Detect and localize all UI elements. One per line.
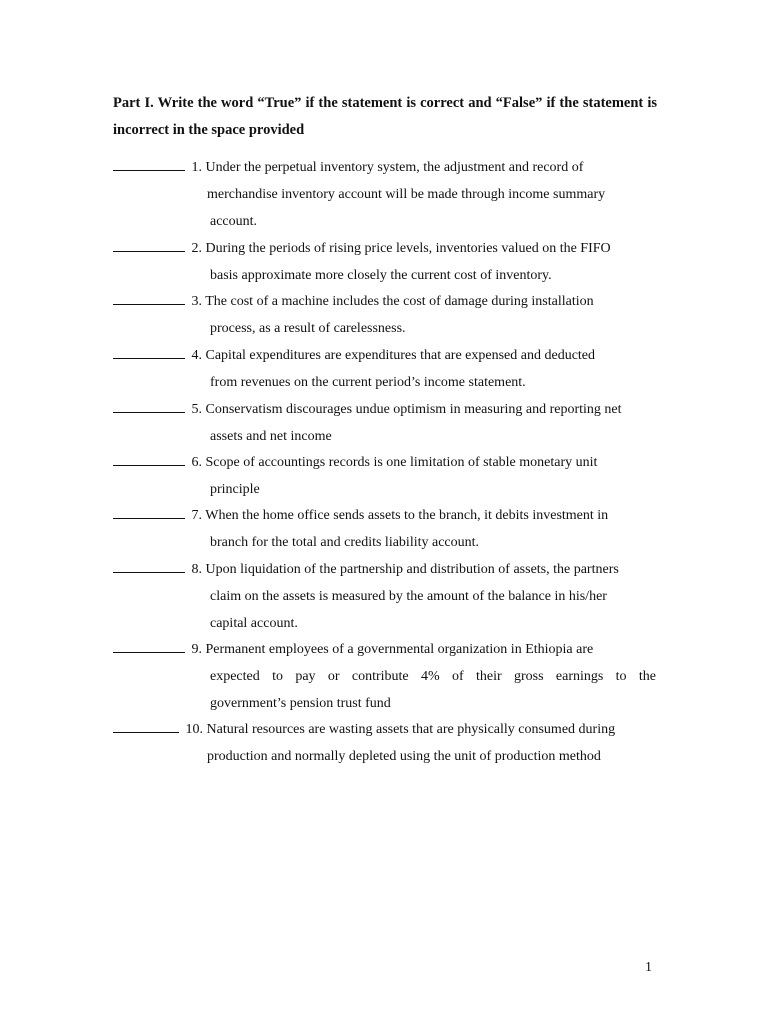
question-number: 3.	[191, 294, 202, 309]
question-number: 10.	[185, 722, 203, 737]
question-4	[113, 342, 673, 396]
answer-blank[interactable]	[113, 398, 185, 413]
question-text: Upon liquidation of the partnership and distribution of assets, the partners	[205, 562, 619, 577]
question-number: 8.	[191, 562, 202, 577]
question-6	[113, 449, 673, 503]
question-text-cont: capital account.	[210, 616, 298, 631]
question-text-cont: account.	[210, 214, 258, 229]
question-text-cont: claim on the assets is measured by the amount of the balance in his/her	[210, 589, 607, 604]
question-number: 4.	[191, 348, 202, 363]
question-text: Permanent employees of a governmental organization in Ethiopia are	[205, 642, 594, 657]
question-text-cont: process, as a result of carelessness.	[210, 321, 406, 336]
answer-blank[interactable]	[113, 638, 185, 653]
answer-blank[interactable]	[113, 290, 185, 305]
question-text: Under the perpetual inventory system, the adjustment and record of	[205, 160, 584, 175]
question-text: Conservatism discourages undue optimism in measuring and reporting net	[205, 402, 622, 417]
question-9	[113, 636, 673, 717]
question-5	[113, 396, 673, 450]
question-number: 7.	[191, 508, 202, 523]
question-number: 6.	[191, 455, 202, 470]
question-10	[113, 716, 673, 770]
answer-blank[interactable]	[113, 156, 185, 171]
question-text-cont: expected to pay or contribute 4% of their gross earnings to the	[210, 669, 656, 684]
question-2	[113, 235, 673, 289]
answer-blank[interactable]	[113, 558, 185, 573]
question-text: The cost of a machine includes the cost of damage during installation	[205, 294, 594, 309]
question-number: 9.	[191, 642, 202, 657]
answer-blank[interactable]	[113, 237, 185, 252]
question-number: 2.	[191, 241, 202, 256]
answer-blank[interactable]	[113, 344, 185, 359]
question-text-cont: branch for the total and credits liability account.	[210, 535, 480, 550]
question-text-cont: basis approximate more closely the current cost of inventory.	[210, 268, 552, 283]
question-text: Capital expenditures are expenditures that are expensed and deducted	[205, 348, 596, 363]
question-text-cont: assets and net income	[210, 429, 332, 444]
question-text: Natural resources are wasting assets that are physically consumed during	[206, 722, 616, 737]
page-number: 1	[645, 960, 652, 975]
question-7	[113, 502, 673, 556]
question-text: When the home office sends assets to the branch, it debits investment in	[205, 508, 609, 523]
question-text-cont: from revenues on the current period’s income statement.	[210, 375, 526, 390]
question-text-cont: principle	[210, 482, 260, 497]
question-text-cont: government’s pension trust fund	[210, 696, 391, 711]
question-8	[113, 556, 673, 637]
question-3	[113, 288, 673, 342]
part-heading: Part I. Write the word “True” if the statement is correct and “False” if the statement is incorrect in the space provided	[113, 95, 657, 138]
question-text-cont: production and normally depleted using the unit of production method	[207, 749, 601, 764]
question-1	[113, 154, 673, 235]
question-number: 1.	[191, 160, 202, 175]
question-text: During the periods of rising price levels, inventories valued on the FIFO	[205, 241, 611, 256]
question-text-cont: merchandise inventory account will be made through income summary	[207, 187, 606, 202]
answer-blank[interactable]	[113, 451, 185, 466]
question-number: 5.	[191, 402, 202, 417]
answer-blank[interactable]	[113, 718, 179, 733]
question-text: Scope of accountings records is one limitation of stable monetary unit	[205, 455, 598, 470]
answer-blank[interactable]	[113, 504, 185, 519]
